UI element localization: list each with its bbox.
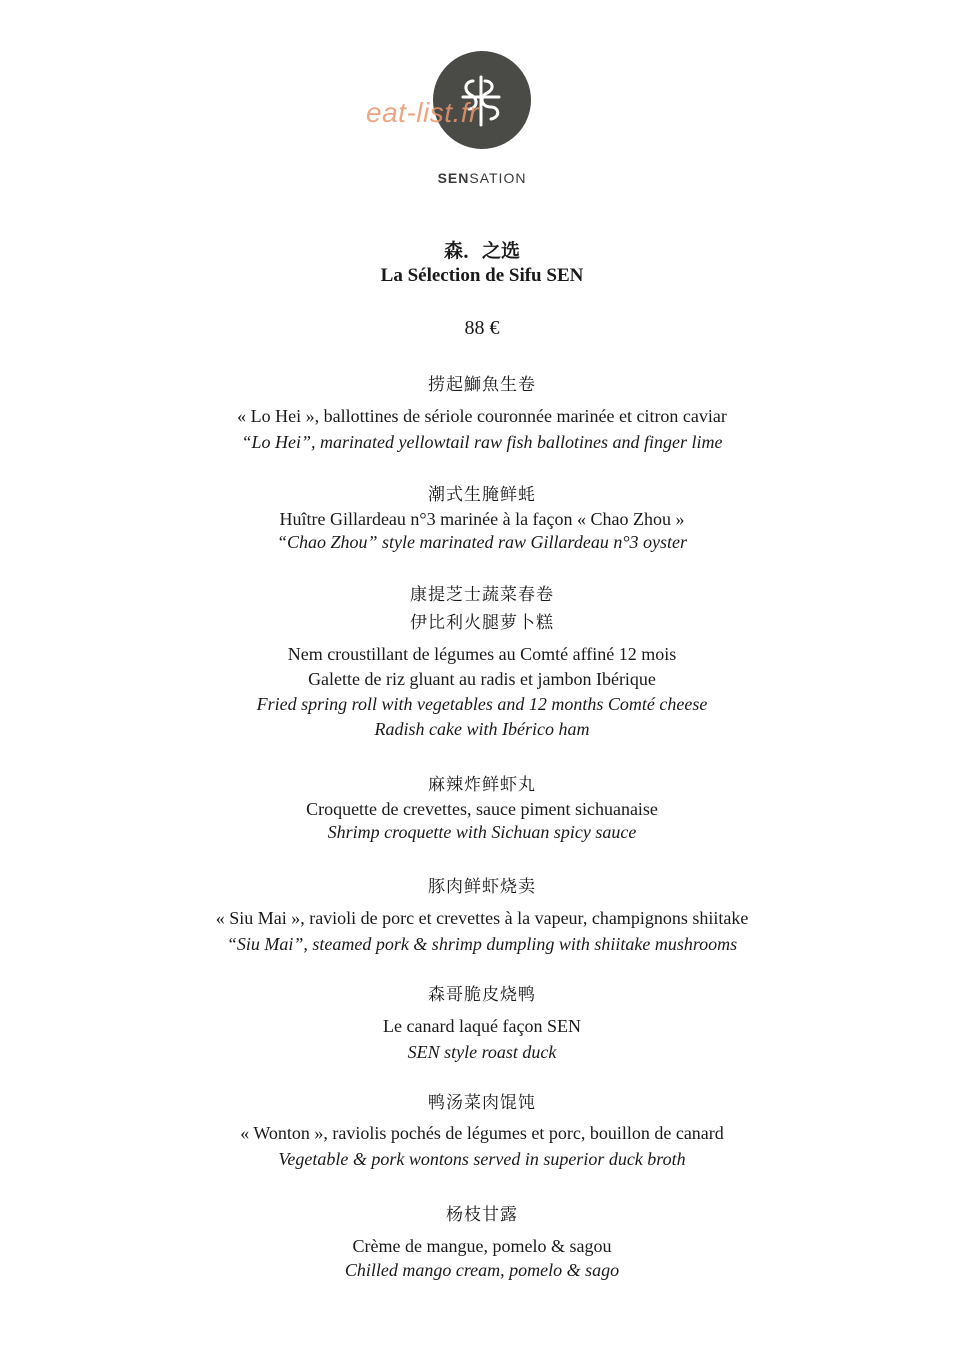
dish-3-name-chinese-2: 伊比利火腿萝卜糕 <box>410 613 554 633</box>
dish-4-description-french: Croquette de crevettes, sauce piment sichuanaise <box>306 799 658 819</box>
dish-1-name-chinese: 捞起鰤魚生卷 <box>428 375 536 395</box>
dish-4-name-chinese: 麻辣炸鲜虾丸 <box>428 775 536 795</box>
dish-5-description-french: « Siu Mai », ravioli de porc et crevettes à la vapeur, champignons shiitake <box>215 908 749 928</box>
menu-price: 88 € <box>464 317 500 339</box>
dish-2-description-english: “Chao Zhou” style marinated raw Gillardeau n°3 oyster <box>276 532 688 552</box>
dish-1-description-english: “Lo Hei”, marinated yellowtail raw fish ballotines and finger lime <box>241 432 723 452</box>
dish-3-description-english-2: Radish cake with Ibérico ham <box>374 719 590 739</box>
brand-name <box>0 170 964 186</box>
dish-7-name-chinese: 鸭汤菜肉馄饨 <box>428 1093 536 1113</box>
dish-5-name-chinese: 豚肉鲜虾烧卖 <box>428 877 536 897</box>
dish-1-description-french: « Lo Hei », ballottines de sériole couronnée marinée et citron caviar <box>237 406 727 426</box>
dish-6-description-french: Le canard laqué façon SEN <box>383 1016 581 1036</box>
dish-2-name-chinese: 潮式生腌鲜蚝 <box>428 485 536 505</box>
dish-5-description-english: “Siu Mai”, steamed pork & shrimp dumpling with shiitake mushrooms <box>226 934 738 954</box>
dish-4-description-english: Shrimp croquette with Sichuan spicy sauce <box>327 822 637 842</box>
brand-name-light: SATION <box>469 170 527 186</box>
dish-7-description-english: Vegetable & pork wontons served in superior duck broth <box>278 1149 686 1169</box>
dish-8-description-french: Crème de mangue, pomelo & sagou <box>352 1236 612 1256</box>
dish-7-description-french: « Wonton », raviolis pochés de légumes et porc, bouillon de canard <box>240 1123 724 1143</box>
dish-8-name-chinese: 杨枝甘露 <box>446 1205 518 1225</box>
watermark-text: eat-list.fr <box>366 97 479 128</box>
dish-3-name-chinese-1: 康提芝士蔬菜春卷 <box>410 585 554 605</box>
dish-6-description-english: SEN style roast duck <box>407 1042 557 1062</box>
dish-6-name-chinese: 森哥脆皮烧鸭 <box>428 985 536 1005</box>
menu-title-french: La Sélection de Sifu SEN <box>380 265 584 286</box>
dish-3-description-english-1: Fried spring roll with vegetables and 12 months Comté cheese <box>256 694 708 714</box>
dish-3-description-french-1: Nem croustillant de légumes au Comté affiné 12 mois <box>287 644 677 664</box>
dish-2-description-french: Huître Gillardeau n°3 marinée à la façon « Chao Zhou » <box>279 509 685 529</box>
menu-title-chinese: 森．之选 <box>443 240 520 262</box>
dish-8-description-english: Chilled mango cream, pomelo & sago <box>344 1260 620 1280</box>
dish-3-description-french-2: Galette de riz gluant au radis et jambon Ibérique <box>308 669 656 689</box>
brand-name-bold: SEN <box>437 170 470 186</box>
